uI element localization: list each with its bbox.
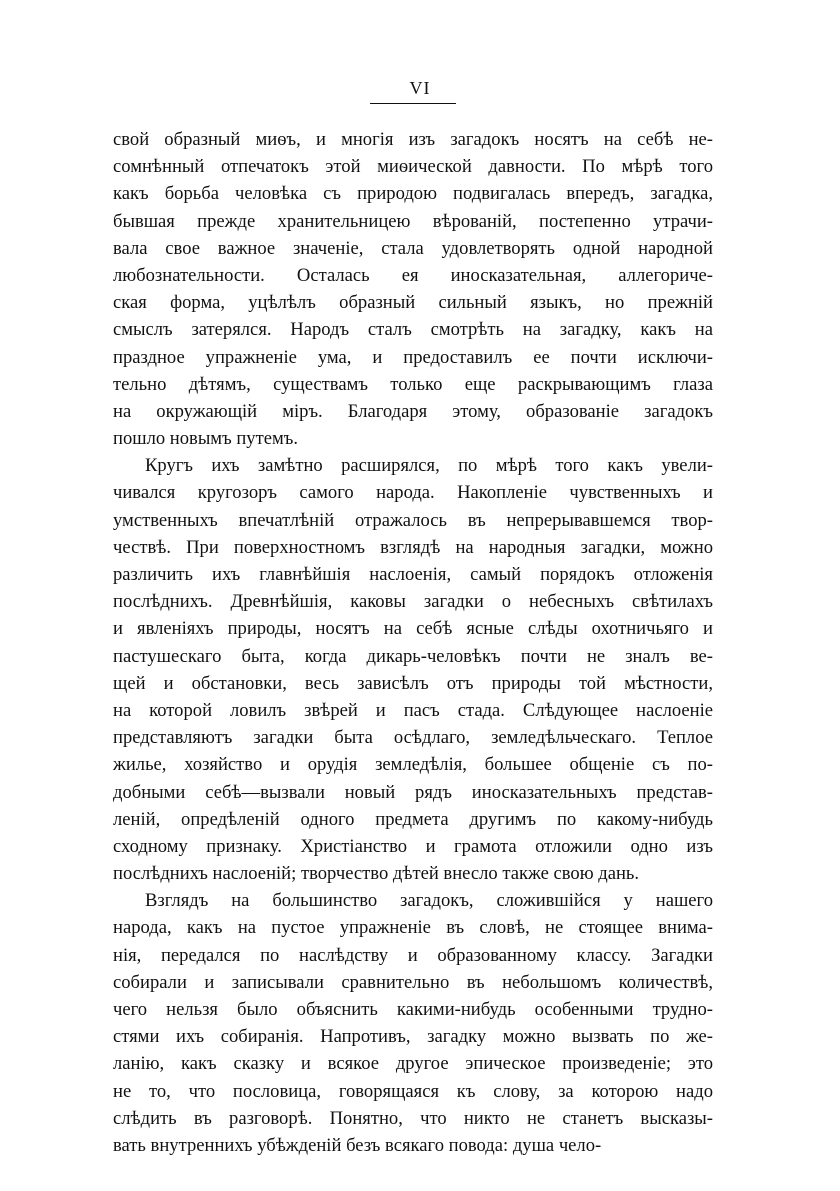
text-line: пастушескаго быта, когда дикарь-человѣкъ почти не зналъ ве- [113,645,713,667]
text-line: любознательности. Осталась ея иносказательная, аллегориче- [113,264,713,286]
text-line: леній, опредѣленій одного предмета другимъ по какому-нибудь [113,808,713,830]
text-line: послѣднихъ наслоеній; творчество дѣтей внесло также свою дань. [113,863,640,885]
text-line: чествѣ. При поверхностномъ взглядѣ на народныя загадки, можно [113,536,713,558]
text-line: праздное упражненіе ума, и предоставилъ ее почти исключи- [113,346,713,368]
text-line: умственныхъ впечатлѣній отражалось въ непрерывавшемся твор- [113,509,713,531]
text-line: сомнѣнный отпечатокъ этой миѳической давности. По мѣрѣ того [113,156,713,178]
text-line: добными себѣ—вызвали новый рядъ иносказательныхъ представ- [113,781,713,803]
text-line: слѣдить въ разговорѣ. Понятно, что никто не станетъ высказы- [113,1107,713,1129]
text-line: вать внутреннихъ убѣжденій безъ всякаго повода: душа чело- [113,1134,602,1156]
text-line: народа, какъ на пустое упражненіе въ словѣ, не стоящее внима- [113,917,713,939]
text-line: ланію, какъ сказку и всякое другое эпическое произведеніе; это [113,1053,713,1075]
text-line: представляютъ загадки быта осѣдлаго, земледѣльческаго. Теплое [113,727,713,749]
body-text [113,126,713,1159]
text-line: чего нельзя было объяснить какими-нибудь особенными трудно- [113,999,713,1020]
text-line: различить ихъ главнѣйшія наслоенія, самый порядокъ отложенія [113,564,713,585]
text-line: нія, передался по наслѣдству и образованному классу. Загадки [113,944,713,966]
text-line: стями ихъ собиранія. Напротивъ, загадку можно вызвать по же- [113,1026,713,1048]
page-number: VI [409,78,431,98]
text-line: чивался кругозоръ самого народа. Накопленіе чувственныхъ и [113,482,713,504]
paragraph [113,452,713,887]
text-line: свой образный миѳъ, и многія изъ загадокъ носятъ на себѣ не- [113,129,713,150]
text-line: тельно дѣтямъ, существамъ только еще раскрывающимъ глаза [113,373,713,395]
header-rule [370,103,456,104]
page-header [0,78,840,99]
text-line: послѣднихъ. Древнѣйшія, каковы загадки о небесныхъ свѣтилахъ [113,591,713,613]
paragraph [113,887,713,1159]
text-line: Кругъ ихъ замѣтно расширялся, по мѣрѣ того какъ увели- [145,455,713,477]
paragraph [113,126,713,452]
text-line: какъ борьба человѣка съ природою подвигалась впередъ, загадка, [113,183,713,205]
text-line: вала свое важное значеніе, стала удовлетворять одной народной [113,237,713,259]
text-line: жилье, хозяйство и орудія земледѣлія, большее общеніе съ по- [113,754,713,776]
text-line: на которой ловилъ звѣрей и пасъ стада. Слѣдующее наслоеніе [113,699,713,721]
text-line: щей и обстановки, весь зависѣлъ отъ природы той мѣстности, [113,672,713,694]
text-line: Взглядъ на большинство загадокъ, сложившійся у нашего [145,890,713,912]
text-line: сходному признаку. Христіанство и грамота отложили одно изъ [113,835,713,857]
text-line: смыслъ затерялся. Народъ сталъ смотрѣть на загадку, какъ на [113,319,713,341]
text-line: не то, что пословица, говорящаяся къ слову, за которою надо [113,1080,713,1102]
text-line: ская форма, уцѣлѣлъ образный сильный языкъ, но прежній [113,292,713,314]
text-line: на окружающій міръ. Благодаря этому, образованіе загадокъ [113,400,713,422]
text-line: и явленіяхъ природы, носятъ на себѣ ясные слѣды охотничьяго и [113,618,713,640]
text-line: пошло новымъ путемъ. [113,428,298,450]
text-line: бывшая прежде хранительницею вѣрованій, постепенно утрачи- [113,210,713,232]
text-line: собирали и записывали сравнительно въ небольшомъ количествѣ, [113,971,713,993]
